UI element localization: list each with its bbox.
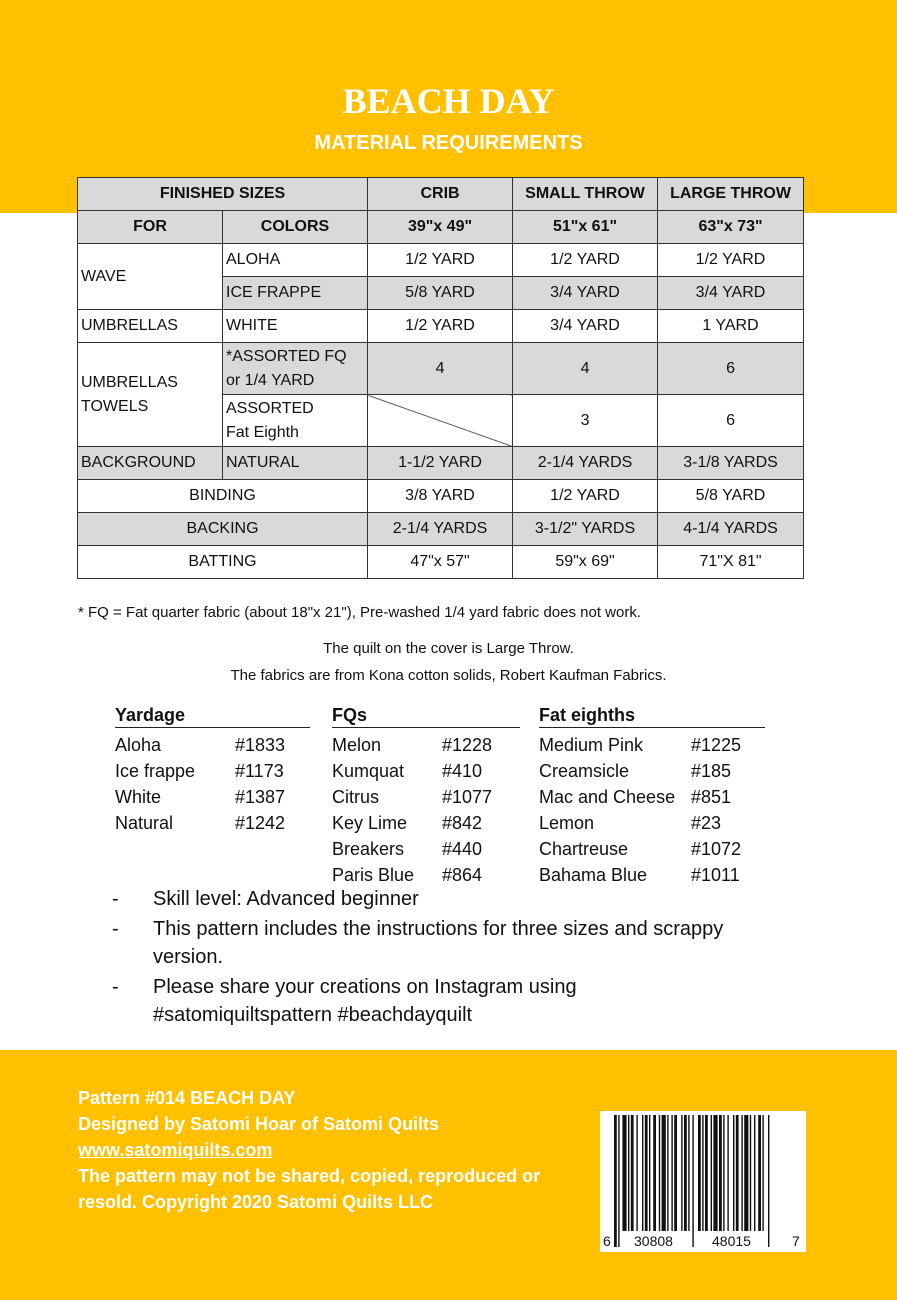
barcode-bar — [692, 1115, 693, 1247]
th-small-size: 51"x 61" — [513, 211, 658, 244]
bullet-text: This pattern includes the instructions for three sizes and scrappy — [153, 918, 724, 940]
fabric-name: Aloha — [115, 735, 162, 755]
row-label-umbrellas: UMBRELLAS — [78, 310, 223, 343]
value-cell: 6 — [658, 343, 804, 395]
th-crib-size: 39"x 49" — [368, 211, 513, 244]
fabric-name: Paris Blue — [332, 865, 415, 885]
barcode-bar — [750, 1115, 751, 1231]
fabric-name: Melon — [332, 735, 382, 755]
value-cell: 1 YARD — [658, 310, 804, 343]
barcode-bar — [719, 1115, 722, 1231]
table-row — [78, 546, 804, 579]
barcode-bar — [681, 1115, 682, 1231]
list-item — [112, 885, 792, 913]
barcode-bar — [674, 1115, 677, 1231]
fabric-name: Kumquat — [332, 761, 405, 781]
fabric-name: Lemon — [539, 813, 595, 833]
fabric-name: Medium Pink — [539, 735, 644, 755]
barcode-bar — [758, 1115, 761, 1231]
fabric-name: Mac and Cheese — [539, 787, 676, 807]
list-item — [112, 973, 792, 1029]
row-label-backing: BACKING — [78, 513, 368, 546]
color-cell: NATURAL — [223, 447, 368, 480]
fabric-code: #1072 — [691, 839, 742, 859]
barcode-bar — [653, 1115, 656, 1231]
copyright-line: The pattern may not be shared, copied, reproduced or — [78, 1166, 541, 1186]
fabric-name: Creamsicle — [539, 761, 630, 781]
bullet-dash: - — [112, 918, 119, 940]
barcode-bar — [713, 1115, 717, 1231]
label-line: Fat Eighth — [226, 423, 299, 441]
fabric-code: #1225 — [691, 735, 742, 755]
bullet-dash: - — [112, 888, 119, 910]
fabric-code: #440 — [442, 839, 483, 859]
fabric-code: #1228 — [442, 735, 493, 755]
barcode-bar — [688, 1115, 689, 1231]
yardage-list — [115, 705, 310, 836]
fabric-name: Bahama Blue — [539, 865, 648, 885]
fqs-list — [332, 705, 520, 888]
list-item — [539, 758, 765, 784]
barcode-bar — [671, 1115, 672, 1231]
label-line: ASSORTED — [226, 399, 314, 417]
value-cell: 1/2 YARD — [368, 244, 513, 277]
value-cell: 59"x 69" — [513, 546, 658, 579]
barcode-bar — [631, 1115, 634, 1231]
color-cell: ICE FRAPPE — [223, 277, 368, 310]
value-cell: 47"x 57" — [368, 546, 513, 579]
table-header-row — [78, 178, 804, 211]
th-large-throw: LARGE THROW — [658, 178, 804, 211]
row-label-binding: BINDING — [78, 480, 368, 513]
table-subheader-row — [78, 211, 804, 244]
fabric-name: Chartreuse — [539, 839, 629, 859]
value-cell: 3 — [513, 395, 658, 447]
value-cell: 1/2 YARD — [658, 244, 804, 277]
info-bullets — [112, 885, 792, 1031]
list-item — [115, 732, 310, 758]
barcode-digit: 7 — [792, 1233, 800, 1249]
row-label-batting: BATTING — [78, 546, 368, 579]
barcode-bar — [754, 1115, 755, 1231]
value-cell: 1/2 YARD — [513, 480, 658, 513]
material-requirements-table — [77, 177, 804, 579]
fat-eighths-list — [539, 705, 765, 888]
list-item — [539, 732, 765, 758]
table-row — [78, 310, 804, 343]
fabric-name: Ice frappe — [115, 761, 196, 781]
color-cell — [223, 395, 368, 447]
barcode-bar — [723, 1115, 724, 1231]
color-cell: ALOHA — [223, 244, 368, 277]
fabric-code: #1242 — [235, 813, 286, 833]
barcode-bar — [649, 1115, 650, 1231]
value-cell: 71"X 81" — [658, 546, 804, 579]
website-link[interactable]: www.satomiquilts.com — [78, 1140, 273, 1160]
list-item — [115, 758, 310, 784]
barcode-bar — [667, 1115, 668, 1231]
barcode-bar — [645, 1115, 648, 1231]
th-small-throw: SMALL THROW — [513, 178, 658, 211]
list-item — [332, 784, 520, 810]
label-line: UMBRELLAS — [81, 373, 178, 391]
value-cell: 6 — [658, 395, 804, 447]
fabric-name: Key Lime — [332, 813, 408, 833]
table-row — [78, 513, 804, 546]
bullet-text: #satomiquiltspattern #beachdayquilt — [153, 1004, 473, 1026]
bullet-text: Skill level: Advanced beginner — [153, 888, 419, 910]
fat-eighths-heading: Fat eighths — [539, 705, 765, 728]
list-item — [332, 732, 520, 758]
barcode-digit: 6 — [603, 1233, 611, 1249]
barcode-bars — [600, 1111, 806, 1252]
barcode-bar — [768, 1115, 769, 1247]
th-large-size: 63"x 73" — [658, 211, 804, 244]
fabric-code: #851 — [691, 787, 732, 807]
fabric-source-note: The fabrics are from Kona cotton solids, Robert Kaufman Fabrics. — [230, 667, 667, 684]
table-row — [78, 480, 804, 513]
color-cell: *ASSORTED FQ or 1/4 YARD — [223, 343, 368, 395]
fabric-code: #1011 — [691, 865, 740, 885]
barcode-bar — [711, 1115, 712, 1231]
table-row — [78, 447, 804, 480]
footer-info — [78, 1085, 540, 1215]
fabric-name: Citrus — [332, 787, 380, 807]
table-row — [78, 244, 804, 277]
barcode-bar — [662, 1115, 666, 1231]
fabric-code: #23 — [691, 813, 722, 833]
fabric-code: #410 — [442, 761, 483, 781]
cover-note: The quilt on the cover is Large Throw. — [323, 640, 574, 657]
fabric-name: Breakers — [332, 839, 405, 859]
value-cell: 5/8 YARD — [368, 277, 513, 310]
value-cell: 3/4 YARD — [513, 277, 658, 310]
barcode-bar — [684, 1115, 687, 1231]
list-item — [539, 784, 765, 810]
fabric-code: #842 — [442, 813, 483, 833]
barcode-bar — [733, 1115, 734, 1231]
barcode-bar — [744, 1115, 748, 1231]
barcode-bar — [628, 1115, 629, 1231]
page-title: BEACH DAY — [342, 81, 555, 121]
value-cell: 1/2 YARD — [368, 310, 513, 343]
barcode-digits: 48015 — [712, 1233, 751, 1249]
fabric-code: #864 — [442, 865, 483, 885]
table-row — [78, 343, 804, 395]
bullet-text: version. — [153, 946, 224, 968]
fabric-code: #1833 — [235, 735, 286, 755]
empty-diagonal-cell — [368, 395, 513, 447]
value-cell: 4 — [368, 343, 513, 395]
barcode-bar — [727, 1115, 728, 1231]
page-subtitle: MATERIAL REQUIREMENTS — [314, 132, 583, 154]
yardage-heading: Yardage — [115, 705, 310, 728]
barcode-bar — [659, 1115, 660, 1231]
fabric-code: #1387 — [235, 787, 286, 807]
copyright-line: resold. Copyright 2020 Satomi Quilts LLC — [78, 1192, 434, 1212]
list-item — [332, 810, 520, 836]
value-cell: 2-1/4 YARDS — [513, 447, 658, 480]
barcode — [600, 1111, 806, 1252]
value-cell: 4-1/4 YARDS — [658, 513, 804, 546]
th-for: FOR — [78, 211, 223, 244]
fabric-code: #1173 — [235, 761, 284, 781]
fabric-name: Natural — [115, 813, 174, 833]
barcode-bar — [702, 1115, 703, 1231]
value-cell: 5/8 YARD — [658, 480, 804, 513]
value-cell: 3/4 YARD — [658, 277, 804, 310]
row-label-wave: WAVE — [78, 244, 223, 310]
value-cell: 4 — [513, 343, 658, 395]
value-cell: 1-1/2 YARD — [368, 447, 513, 480]
th-finished-sizes: FINISHED SIZES — [78, 178, 368, 211]
list-item — [115, 810, 310, 836]
barcode-bar — [698, 1115, 701, 1231]
value-cell: 3-1/8 YARDS — [658, 447, 804, 480]
barcode-bar — [618, 1115, 619, 1247]
pattern-number: Pattern #014 BEACH DAY — [78, 1088, 296, 1108]
barcode-bar — [642, 1115, 643, 1231]
label-line: TOWELS — [81, 397, 149, 415]
list-item — [332, 836, 520, 862]
list-item — [539, 836, 765, 862]
row-label-umbrellas-towels — [78, 343, 223, 447]
barcode-digits: 30808 — [634, 1233, 673, 1249]
bullet-text: Please share your creations on Instagram using — [153, 976, 577, 998]
fabric-name: White — [115, 787, 162, 807]
th-colors: COLORS — [223, 211, 368, 244]
fqs-heading: FQs — [332, 705, 520, 728]
list-item — [332, 758, 520, 784]
barcode-bar — [636, 1115, 637, 1231]
value-cell: 2-1/4 YARDS — [368, 513, 513, 546]
row-label-background: BACKGROUND — [78, 447, 223, 480]
value-cell: 3/4 YARD — [513, 310, 658, 343]
barcode-bar — [762, 1115, 763, 1231]
fabric-code: #185 — [691, 761, 732, 781]
fq-footnote: * FQ = Fat quarter fabric (about 18"x 21"), Pre-washed 1/4 yard fabric does not work. — [78, 604, 641, 621]
color-cell: WHITE — [223, 310, 368, 343]
list-item — [539, 810, 765, 836]
barcode-bar — [736, 1115, 739, 1231]
value-cell: 3/8 YARD — [368, 480, 513, 513]
value-cell: 3-1/2" YARDS — [513, 513, 658, 546]
barcode-bar — [705, 1115, 708, 1231]
list-item — [112, 915, 792, 971]
fabric-code: #1077 — [442, 787, 493, 807]
barcode-bar — [622, 1115, 626, 1231]
value-cell: 1/2 YARD — [513, 244, 658, 277]
barcode-bar — [741, 1115, 742, 1231]
barcode-bar — [614, 1115, 617, 1247]
bullet-dash: - — [112, 976, 119, 998]
th-crib: CRIB — [368, 178, 513, 211]
list-item — [115, 784, 310, 810]
designer-credit: Designed by Satomi Hoar of Satomi Quilts — [78, 1114, 440, 1134]
